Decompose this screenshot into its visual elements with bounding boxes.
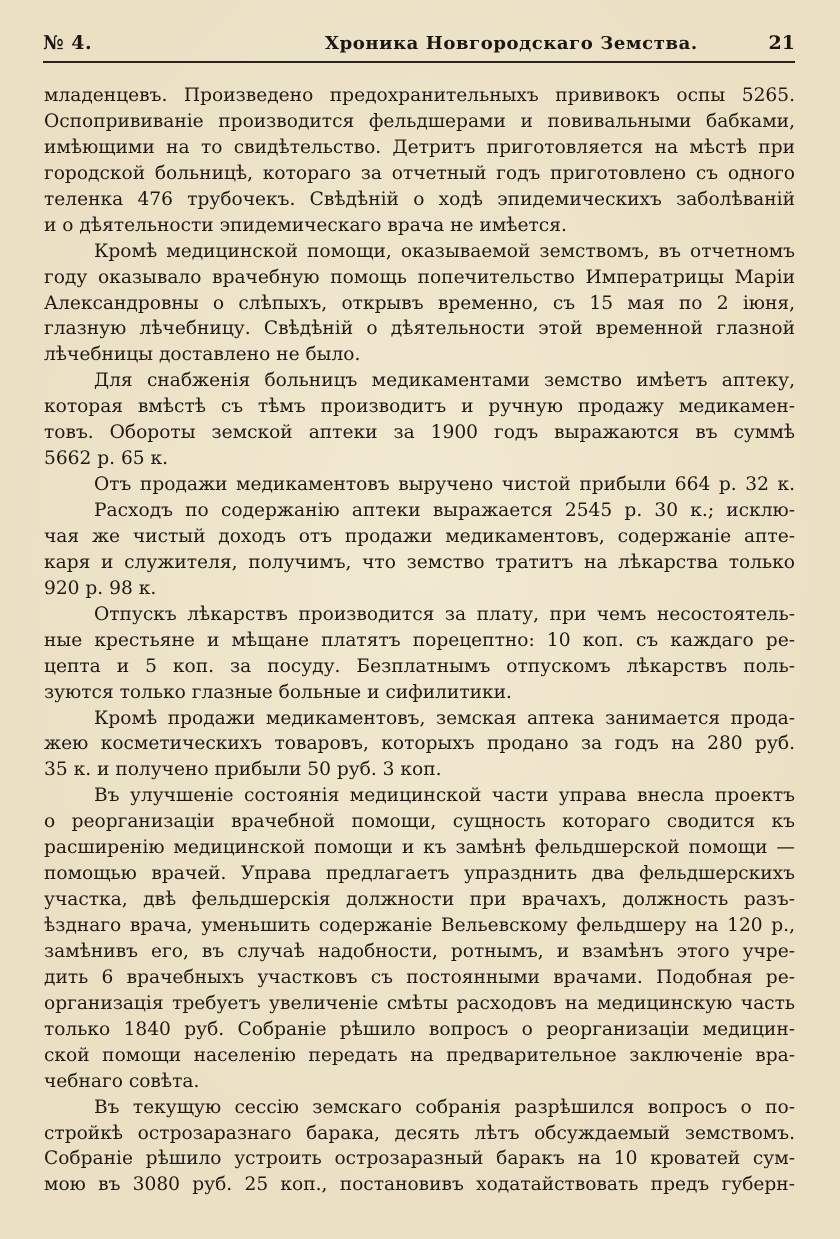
text-line: Собраніе рѣшило устроить острозаразный баракъ на 10 кроватей сум- <box>44 1148 795 1170</box>
text-line: организація требуетъ увеличеніе смѣты расходовъ на медицинскую часть <box>44 992 795 1014</box>
text-line: Въ текущую сессію земскаго собранія разрѣшился вопросъ о по- <box>94 1096 795 1118</box>
text-line: Отпускъ лѣкарствъ производится за плату, при чемъ несостоятель- <box>94 603 795 625</box>
text-line: ные крестьяне и мѣщане платятъ порецептно: 10 коп. съ каждаго ре- <box>44 629 795 651</box>
text-line: Для снабженія больницъ медикаментами земство имѣетъ аптеку, <box>94 370 795 392</box>
text-line: Кромѣ продажи медикаментовъ, земская аптека занимается прода- <box>94 707 795 729</box>
running-header <box>43 32 795 60</box>
text-line: чебнаго совѣта. <box>44 1070 200 1092</box>
text-line: имѣющими на то свидѣтельство. Детритъ приготовляется на мѣстѣ при <box>44 136 795 158</box>
text-line: каря и служителя, получимъ, что земство тратитъ на лѣкарства только <box>44 551 795 573</box>
text-line: товъ. Обороты земской аптеки за 1900 годъ выражаются въ суммѣ <box>44 422 795 444</box>
text-line: помощью врачей. Управа предлагаетъ упразднить два фельдшерскихъ <box>44 863 795 885</box>
text-line: участка, двѣ фельдшерскія должности при врачахъ, должность разъ- <box>44 889 795 911</box>
text-line: 35 к. и получено прибыли 50 руб. 3 коп. <box>44 759 442 781</box>
text-line: которая вмѣстѣ съ тѣмъ производитъ и ручную продажу медикамен- <box>44 396 795 418</box>
text-line: глазную лѣчебницу. Свѣдѣній о дѣятельности этой временной глазной <box>44 318 795 340</box>
text-line: мою въ 3080 руб. 25 коп., постановивъ ходатайствовать предъ губерн- <box>44 1174 795 1196</box>
text-line: чая же чистый доходъ отъ продажи медикаментовъ, содержаніе апте- <box>44 525 795 547</box>
text-line: цепта и 5 коп. за посуду. Безплатнымъ отпускомъ лѣкарствъ поль- <box>44 655 795 677</box>
text-line: дить 6 врачебныхъ участковъ съ постоянными врачами. Подобная ре- <box>44 966 795 988</box>
text-line: году оказывало врачебную помощь попечительство Императрицы Маріи <box>44 266 795 288</box>
text-line: теленка 476 трубочекъ. Свѣдѣній о ходѣ эпидемическихъ заболѣваній <box>44 188 795 210</box>
text-line: Въ улучшеніе состоянія медицинской части управа внесла проектъ <box>94 785 795 807</box>
header-rule <box>43 61 795 63</box>
text-line: расширенію медицинской помощи и къ замѣнѣ фельдшерской помощи — <box>44 837 795 859</box>
text-line: только 1840 руб. Собраніе рѣшило вопросъ о реорганизаціи медицин- <box>44 1018 795 1040</box>
text-line: Александровны о слѣпыхъ, открывъ временно, съ 15 мая по 2 іюня, <box>44 292 795 314</box>
text-line: Оспопрививаніе производится фельдшерами и повивальными бабками, <box>44 110 795 132</box>
text-line: ской помощи населенію передать на предварительное заключеніе вра- <box>44 1044 795 1066</box>
text-line: 5662 р. 65 к. <box>44 448 169 470</box>
text-line: и о дѣятельности эпидемическаго врача не имѣется. <box>44 214 567 236</box>
text-line: 920 р. 98 к. <box>44 577 157 599</box>
journal-title: Хроника Новгородскаго Земства. <box>325 33 698 54</box>
text-line: Кромѣ медицинской помощи, оказываемой земствомъ, въ отчетномъ <box>94 240 795 262</box>
text-line: Отъ продажи медикаментовъ выручено чистой прибыли 664 р. 32 к. <box>94 474 795 496</box>
text-line: ѣзднаго врача, уменьшить содержаніе Вельевскому фельдшеру на 120 р., <box>44 915 795 936</box>
text-line: жею косметическихъ товаровъ, которыхъ продано за годъ на 280 руб. <box>44 733 795 755</box>
text-line: лѣчебницы доставлено не было. <box>44 344 361 366</box>
text-line: замѣнивъ его, въ случаѣ надобности, ротнымъ, и взамѣнъ этого учре- <box>44 940 795 962</box>
text-line: младенцевъ. Произведено предохранительныхъ прививокъ оспы 5265. <box>44 85 795 106</box>
text-line: городской больницѣ, котораго за отчетный годъ приготовлено съ одного <box>44 162 795 184</box>
page-number: 21 <box>768 32 795 54</box>
body-text <box>44 83 795 1198</box>
text-line: Расходъ по содержанію аптеки выражается 2545 р. 30 к.; исклю- <box>94 500 795 521</box>
text-line: стройкѣ острозаразнаго барака, десять лѣтъ обсуждаемый земствомъ. <box>44 1122 795 1144</box>
text-line: зуются только глазные больные и сифилитики. <box>44 681 512 703</box>
issue-number: № 4. <box>43 32 93 54</box>
text-line: о реорганизаціи врачебной помощи, сущность котораго сводится къ <box>44 811 795 833</box>
